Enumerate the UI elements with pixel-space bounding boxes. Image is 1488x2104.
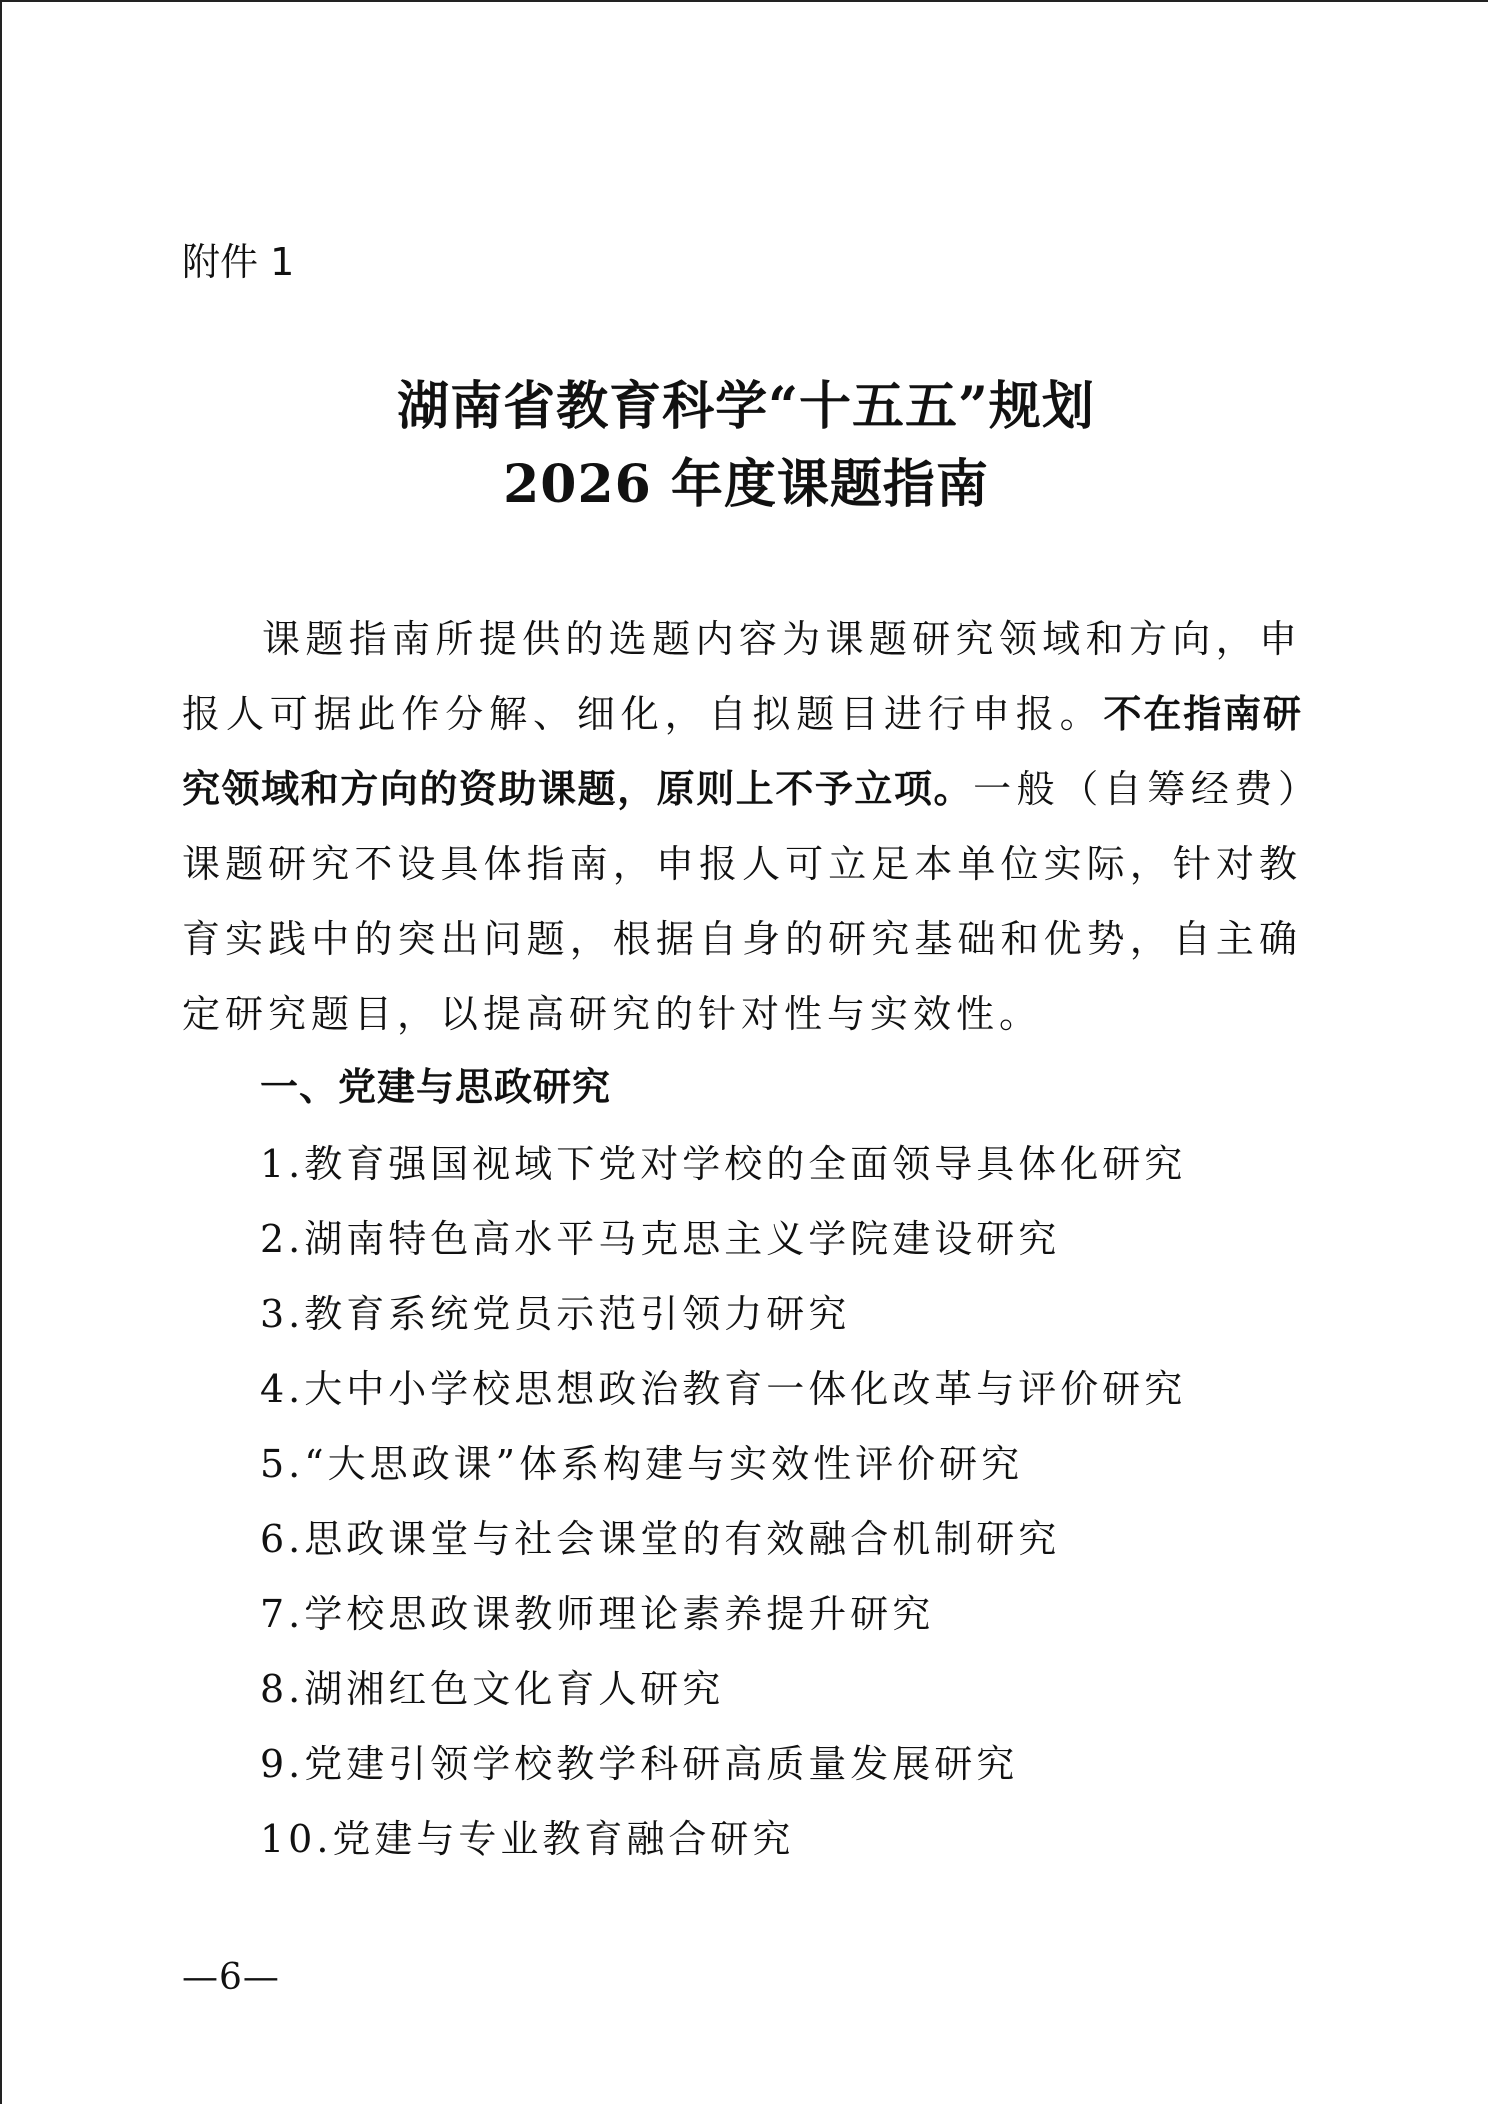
document-title-line-1: 湖南省教育科学“十五五”规划	[397, 376, 1095, 437]
document-title-line-2: 2026 年度课题指南	[503, 454, 989, 515]
topic-item: 2.湖南特色高水平马克思主义学院建设研究	[260, 1217, 1061, 1261]
topic-item: 4.大中小学校思想政治教育一体化改革与评价研究	[260, 1367, 1187, 1411]
topic-item: 10.党建与专业教育融合研究	[260, 1817, 795, 1861]
topic-item: 5.“大思政课”体系构建与实效性评价研究	[260, 1442, 1024, 1486]
topic-item: 9.党建引领学校教学科研高质量发展研究	[260, 1742, 1019, 1786]
page-number: —6—	[182, 1957, 280, 1998]
intro-paragraph	[182, 602, 1302, 1052]
intro-bold-text: 不在指南研究领域和方向的资助课题，原则上不予立项。	[182, 692, 1302, 811]
topic-item: 7.学校思政课教师理论素养提升研究	[260, 1592, 935, 1636]
topic-item: 3.教育系统党员示范引领力研究	[260, 1292, 851, 1336]
topic-list	[260, 1127, 1186, 1877]
intro-text-2: 一般（自筹经费）课题研究不设具体指南，申报人可立足本单位实际，针对教育实践中的突出问题，根据自身的研究基础和优势，自主确定研究题目，以提高研究的针对性与实效性。	[182, 767, 1302, 1036]
topic-item: 1.教育强国视域下党对学校的全面领导具体化研究	[260, 1142, 1187, 1186]
section-heading: 一、党建与思政研究	[260, 1065, 612, 1109]
topic-item: 8.湖湘红色文化育人研究	[260, 1667, 725, 1711]
intro-text-1: 课题指南所提供的选题内容为课题研究领域和方向，申报人可据此作分解、细化，自拟题目进行申报。	[182, 617, 1302, 736]
attachment-label: 附件 1	[182, 240, 295, 284]
topic-item: 6.思政课堂与社会课堂的有效融合机制研究	[260, 1517, 1061, 1561]
